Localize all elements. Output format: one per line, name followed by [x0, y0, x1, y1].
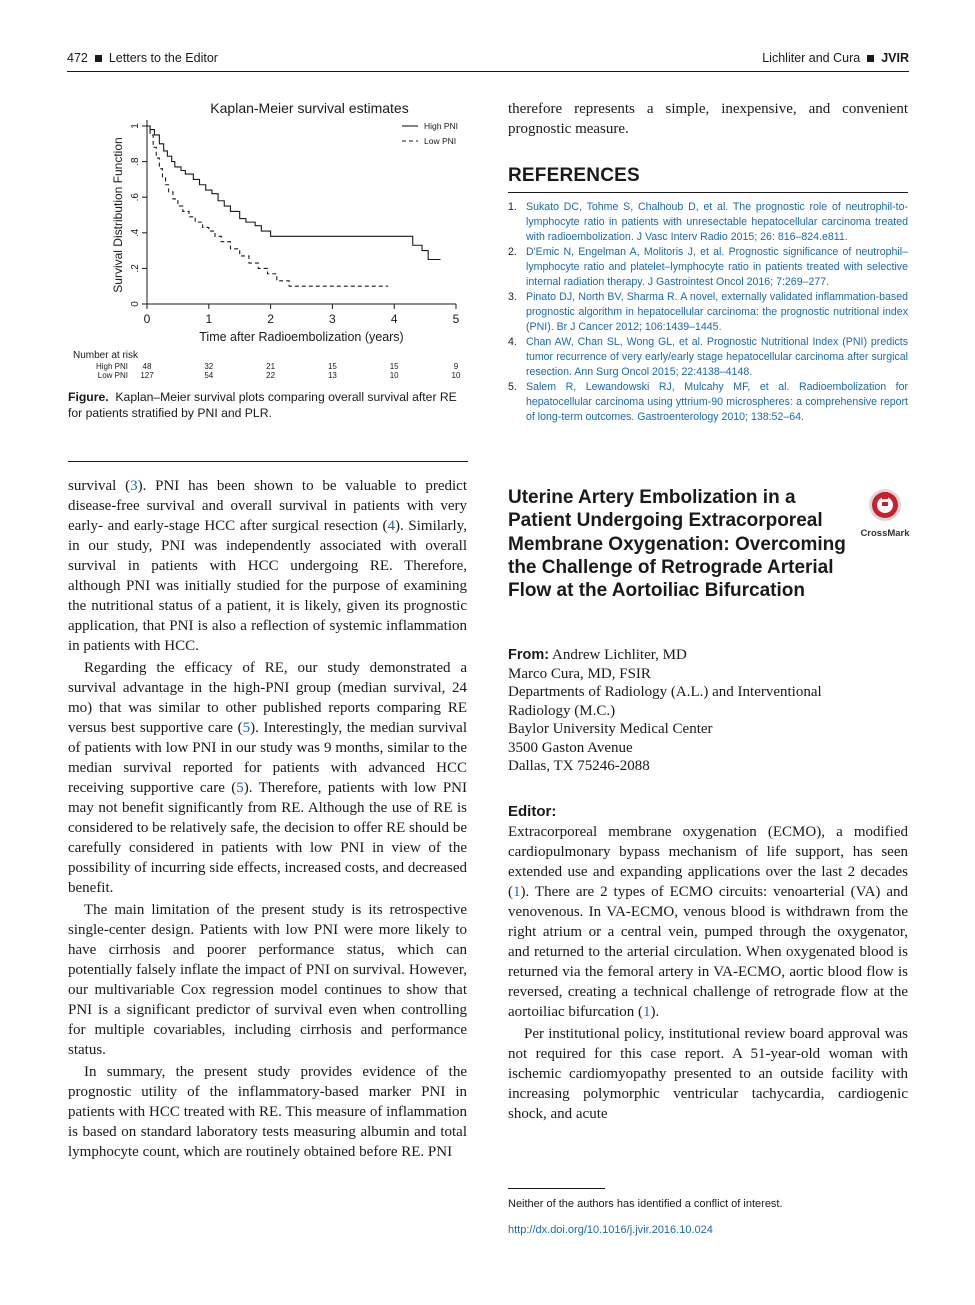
journal-name: JVIR [881, 51, 909, 65]
x-tick-label: 5 [452, 312, 460, 326]
doi-link[interactable]: http://dx.doi.org/10.1016/j.jvir.2016.10.024 [508, 1224, 713, 1236]
author-affiliation [508, 646, 908, 776]
body-text: ). Similarly, in our study, PNI was independently associated with overall survival in patients with HCC undergoing RE. Therefore, although PNI was initially studied for the purpose of examining the nutritional status of a patient, it is likely, given its prognostic application, that PNI is also a reflection of systemic inflammation in patients with HCC. [68, 518, 467, 654]
right-body-column [508, 822, 908, 1124]
x-tick-label: 3 [329, 312, 336, 326]
number-at-risk-label: Number at risk [73, 350, 139, 361]
risk-value: 10 [451, 371, 461, 380]
series-line-high-pni [147, 126, 441, 260]
x-axis-label: Time after Radioembolization (years) [199, 330, 404, 344]
reference-number: 5. [508, 381, 517, 393]
figure-caption-label: Figure. [68, 390, 109, 404]
risk-value: 54 [204, 371, 214, 380]
footnote-divider [508, 1188, 605, 1189]
citation-link[interactable]: 4 [387, 518, 396, 534]
citation-link[interactable]: 5 [236, 780, 244, 796]
running-header-left [67, 51, 218, 65]
reference-item[interactable] [508, 380, 908, 425]
risk-value: 15 [327, 362, 337, 371]
body-text: ). [650, 1004, 660, 1020]
references-divider [508, 192, 908, 193]
risk-value: 48 [142, 362, 152, 371]
y-tick-label: .8 [130, 157, 141, 166]
reference-text[interactable]: Sukato DC, Tohme S, Chalhoub D, et al. The prognostic role of neutrophil-to-lymphocyte ratio in patients with unresectable hepatocellular carcinoma treated with radioembolization. J Vasc Interv Radio 2015; 26: 816–824.e811. [526, 201, 908, 243]
reference-number: 2. [508, 246, 517, 258]
y-tick-label: 1 [130, 123, 141, 129]
address-line: 3500 Gaston Avenue [508, 739, 633, 756]
from-label: From: [508, 647, 550, 663]
reference-text[interactable]: Chan AW, Chan SL, Wong GL, et al. Prognostic Nutritional Index (PNI) predicts tumor recurrence of very early/early stage hepatocellular carcinoma after surgical resection. Ann Surg Oncol 2015; 22:4138–4148. [526, 336, 908, 378]
citation-link[interactable]: 1 [642, 1004, 651, 1020]
x-tick-label: 2 [267, 312, 274, 326]
running-header-right [762, 51, 909, 65]
body-text: Per institutional policy, institutional review board approval was not required for this case report. A 51-year-old woman with ischemic cardiomyopathy presented to an outside facility with increasing polymorphic ventricular tachycardia, cardiogenic shock, and acute [508, 1026, 908, 1122]
reference-text[interactable]: Pinato DJ, North BV, Sharma R. A novel, externally validated inflammation-based prognostic algorithm in hepatocellular carcinoma: the prognostic nutritional index (PNI). Br J Cancer 2012; 106:1439–1445. [526, 291, 908, 333]
header-divider [67, 71, 909, 72]
body-paragraph [68, 1062, 467, 1162]
y-axis-label: Survival Distribution Function [111, 137, 125, 293]
chart-title: Kaplan-Meier survival estimates [210, 100, 409, 116]
body-text: survival ( [68, 478, 131, 494]
risk-value: 9 [453, 362, 459, 371]
reference-text[interactable]: D'Emic N, Engelman A, Molitoris J, et al. Prognostic significance of neutrophil–lymphocyte ratio and platelet–lymphocyte ratio in patients treated with selective internal radiation therapy. J Gastrointest Oncol 2016; 7:269–277. [526, 246, 908, 288]
citation-link[interactable]: 3 [130, 478, 138, 494]
affiliation-line: Baylor University Medical Center [508, 721, 713, 737]
body-paragraph [508, 822, 908, 1022]
affiliation-line: Radiology (M.C.) [508, 702, 616, 719]
figure-caption-text: Kaplan–Meier survival plots comparing overall survival after RE for patients stratified by PNI and PLR. [68, 390, 457, 420]
legend-label: Low PNI [424, 136, 457, 146]
body-paragraph [68, 900, 467, 1060]
reference-item[interactable] [508, 200, 908, 245]
risk-value: 10 [389, 371, 399, 380]
conflict-footnote: Neither of the authors has identified a conflict of interest. [508, 1198, 783, 1210]
author-line: Marco Cura, MD, FSIR [508, 665, 651, 682]
body-text: The main limitation of the present study is its retrospective single-center design. Patients with low PNI were more likely to have cirrhosis and poorer performance status, which can potentially falsely inflate the impact of PNI on survival. However, our multivariable Cox regression model continues to show that PNI is a significant predictor of survival even when controlling for multiple covariables, including cirrhosis and performance status. [68, 902, 467, 1058]
risk-value: 15 [389, 362, 399, 371]
risk-value: 127 [140, 371, 154, 380]
previous-letter-conclusion: therefore represents a simple, inexpensive, and convenient prognostic measure. [508, 101, 908, 137]
body-text: In summary, the present study provides evidence of the prognostic utility of the inflammatory-based marker PNI in patients with HCC treated with RE. This measure of inflammation is based on standard laboratory tests measuring albumin and total lymphocyte count, which are routinely obtained before RE. PNI [68, 1064, 467, 1160]
reference-number: 4. [508, 336, 517, 348]
body-text: ). Therefore, patients with low PNI may not benefit significantly from RE. Although the use of RE is considered to be relatively safe, the decision to offer RE should be carefully considered in patients with low PNI in view of the possibility of incurring side effects, increased costs, and decreased benefit. [68, 780, 468, 896]
kaplan-meier-chart [60, 94, 470, 384]
body-paragraph [68, 658, 467, 898]
body-text: ). PNI has been shown to be valuable to predict disease-free survival and overall survival in patients with very early- and early-stage HCC after surgical resection ( [68, 478, 467, 534]
crossmark-label: CrossMark [860, 528, 910, 539]
citation-link[interactable]: 5 [242, 720, 251, 736]
x-tick-label: 0 [143, 312, 151, 326]
editor-label: Editor: [508, 803, 557, 820]
body-text: ). There are 2 types of ECMO circuits: venoarterial (VA) and venovenous. In VA-ECMO, venous blood is withdrawn from the right atrium or a central vein, pumped through the oxygenator, and returned to the arterial circulation. When oxygenated blood is returned via the femoral artery in VA-ECMO, aortic blood flow is reversed, creating a technical challenge of retrograde flow at the aortoiliac bifurcation ( [508, 884, 908, 1020]
body-text: Extracorporeal membrane oxygenation (ECMO), a modified cardiopulmonary bypass mechanism of life support, has seen extended use and expanding applications over the last 2 decades ( [508, 824, 908, 900]
y-tick-label: .6 [130, 193, 141, 202]
section-name: Letters to the Editor [108, 51, 218, 65]
reference-item[interactable] [508, 290, 908, 335]
series-line-low-pni [147, 126, 388, 286]
citation-link[interactable]: 1 [513, 884, 521, 900]
references-heading: REFERENCES [508, 165, 640, 186]
y-tick-label: 0 [130, 301, 141, 307]
figure-caption [68, 389, 468, 421]
risk-value: 13 [327, 371, 337, 380]
reference-number: 3. [508, 291, 517, 303]
body-paragraph [508, 1024, 908, 1124]
x-tick-label: 1 [205, 312, 213, 326]
risk-value: 21 [266, 362, 276, 371]
risk-row-label: High PNI [95, 362, 128, 371]
body-text: ). Interestingly, the median survival of patients with low PNI in our study was 9 months, similar to the median survival reported for patients with advanced HCC receiving supportive care ( [68, 720, 468, 796]
body-text: Regarding the efficacy of RE, our study demonstrated a survival advantage in the high-PNI group (median survival, 24 mo) that was similar to other published reports comparing RE versus best supportive care ( [68, 660, 467, 736]
affiliation-line: Departments of Radiology (A.L.) and Interventional [508, 684, 822, 700]
left-body-column [68, 476, 467, 1162]
risk-row-label: Low PNI [97, 371, 128, 380]
crossmark-badge[interactable] [858, 488, 912, 539]
y-tick-label: .2 [130, 264, 141, 273]
reference-number: 1. [508, 201, 517, 213]
letter-title: Uterine Artery Embolization in a Patient Undergoing Extracorporeal Membrane Oxygenation: Overcoming the Challenge of Retrograde Arterial Flow at the Aortoiliac Bifurcation [508, 487, 846, 602]
body-paragraph [68, 476, 467, 656]
x-tick-label: 4 [390, 312, 398, 326]
risk-value: 22 [266, 371, 276, 380]
reference-item[interactable] [508, 245, 908, 290]
page-number: 472 [67, 51, 88, 65]
figure-divider [68, 461, 468, 462]
separator-square-icon [95, 55, 102, 62]
separator-square-icon [867, 55, 874, 62]
references-list [508, 200, 908, 425]
reference-text[interactable]: Salem R, Lewandowski RJ, Mulcahy MF, et al. Radioembolization for hepatocellular carcinoma using yttrium-90 microspheres: a comprehensive report of long-term outcomes. Gastroenterology 2010; 138:52–64. [526, 381, 908, 423]
author-line: Andrew Lichliter, MD [552, 647, 687, 663]
crossmark-icon [868, 488, 902, 522]
address-line: Dallas, TX 75246-2088 [508, 758, 650, 774]
risk-value: 32 [204, 362, 214, 371]
reference-item[interactable] [508, 335, 908, 380]
y-tick-label: .4 [130, 228, 141, 237]
header-authors: Lichliter and Cura [762, 51, 861, 65]
legend-label: High PNI [424, 121, 459, 131]
